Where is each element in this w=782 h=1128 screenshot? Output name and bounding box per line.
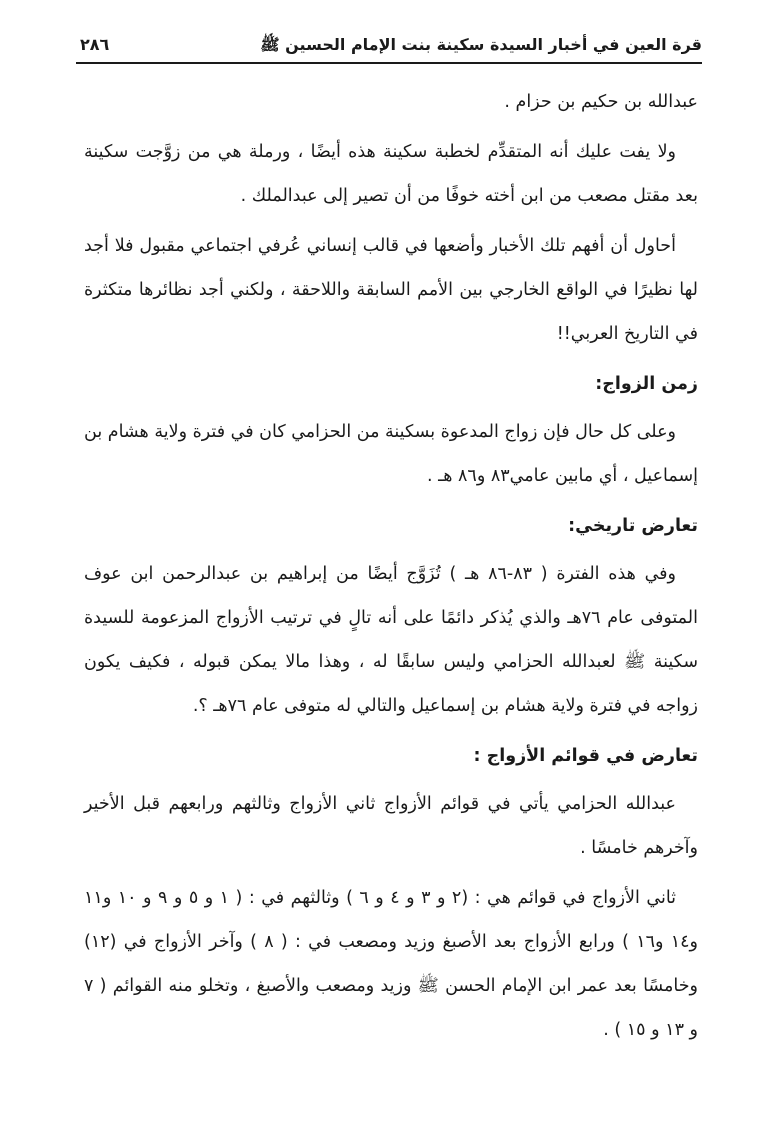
paragraph-4: وعلى كل حال فإن زواج المدعوة بسكينة من الحزامي كان في فترة ولاية هشام بن إسماعيل ، أي مابين عامي٨٣ و٨٦ هـ . bbox=[84, 422, 698, 486]
section-heading-historical-conflict: تعارض تاريخي: bbox=[568, 516, 698, 536]
header-rule bbox=[76, 62, 702, 64]
paragraph-6: عبدالله الحزامي يأتي في قوائم الأزواج ثاني الأزواج وثالثهم ورابعهم قبل الأخير وآخرهم خامسًا . bbox=[84, 794, 698, 858]
paragraph-1: عبدالله بن حكيم بن حزام . bbox=[504, 92, 698, 112]
paragraph-5: وفي هذه الفترة ( ٨٣-٨٦ هـ ) تُزَوَّج أيضًا من إبراهيم بن عبدالرحمن ابن عوف المتوفى عام ٧٦هـ والذي يُذكر دائمًا على أنه تالٍ في ترتيب الأزواج المزعومة للسيدة سكينة ﷺ لعبدالله الحزامي وليس سابقًا له ، وهذا مالا يمكن قبوله ، فكيف يكون زواجه في فترة ولاية هشام بن إسماعيل والتالي له متوفى عام ٧٦هـ ؟. bbox=[84, 564, 698, 716]
section-heading-husband-lists-conflict: تعارض في قوائم الأزواج : bbox=[473, 746, 698, 766]
section-heading-marriage-time: زمن الزواج: bbox=[595, 374, 698, 394]
paragraph-3: أحاول أن أفهم تلك الأخبار وأضعها في قالب إنساني عُرفي اجتماعي مقبول فلا أجد لها نظيرًا في الواقع الخارجي بين الأمم السابقة واللاحقة ، ولكني أجد نظائرها متكثرة في التاريخ العربي!! bbox=[84, 236, 698, 344]
paragraph-7: ثاني الأزواج في قوائم هي : (٢ و ٣ و ٤ و ٦ ) وثالثهم في : ( ١ و ٥ و ٩ و ١٠ و١١ و١٤ و١٦ ) ورابع الأزواج بعد الأصبغ وزيد ومصعب في : ( ٨ ) وآخر الأزواج في (١٢) وخامسًا بعد عمر ابن الإمام الحسن ﷺ وزيد ومصعب والأصبغ ، وتخلو منه القوائم ( ٧ و ١٣ و ١٥ ) . bbox=[84, 888, 698, 1040]
running-header bbox=[76, 34, 702, 64]
running-title: قرة العين في أخبار السيدة سكينة بنت الإمام الحسين ﷺ bbox=[260, 35, 702, 54]
page-number: ٢٨٦ bbox=[80, 35, 110, 54]
paragraph-2: ولا يفت عليك أنه المتقدِّم لخطبة سكينة هذه أيضًا ، ورملة هي من زوَّجت سكينة بعد مقتل مصعب من ابن أخته خوفًا من أن تصير إلى عبدالملك . bbox=[84, 142, 698, 206]
page-body bbox=[84, 80, 698, 1058]
